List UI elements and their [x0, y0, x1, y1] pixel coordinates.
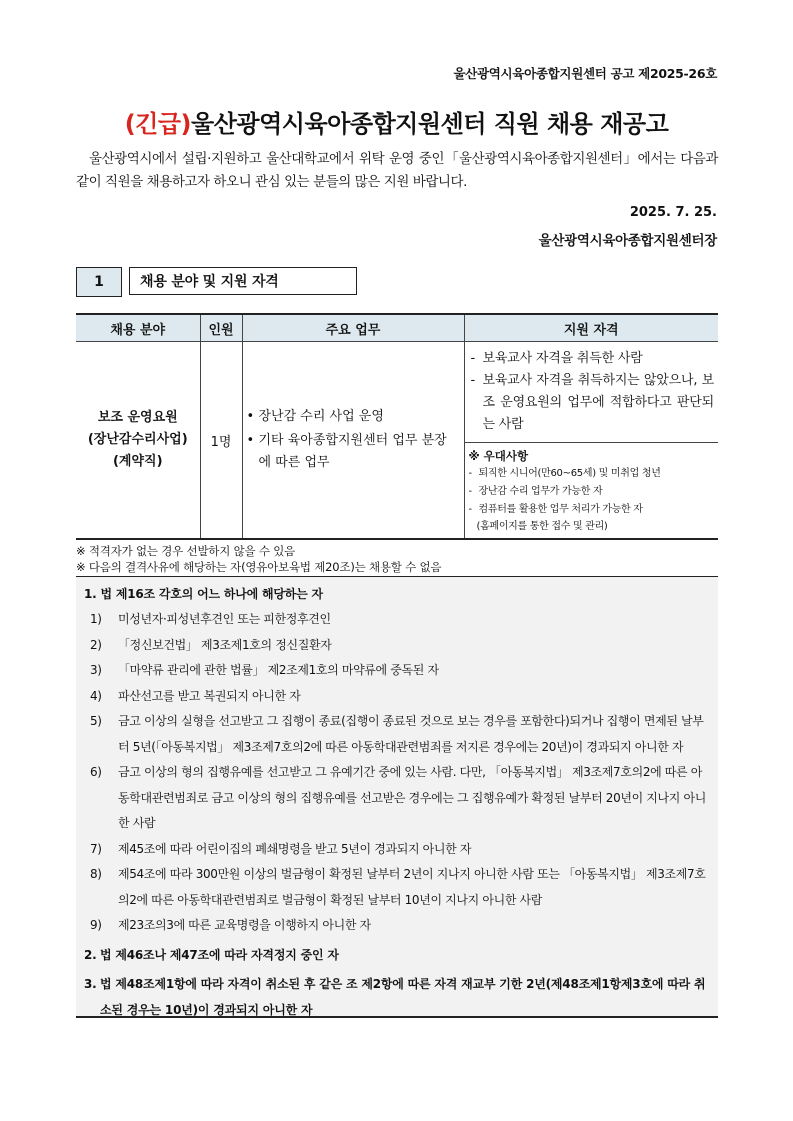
disqualification-heading-1: 1. 법 제16조 각호의 어느 하나에 해당하는 자 [84, 587, 323, 601]
qualifications [464, 342, 718, 540]
header-count: 인원 [200, 314, 242, 342]
list-item: 6) 금고 이상의 형의 집행유예를 선고받고 그 유예기간 중에 있는 사람. 다만, 「아동복지법」 제3조제7호의2에 따른 아동학대관련범죄로 금고 이상의 형의 집행유예를 선고받은 경우에는 그 집행유예가 확정된 날부터 20년이 지나지 아니한 사람 [90, 765, 706, 830]
title-text: 울산광역시육아종합지원센터 직원 채용 재공고 [191, 110, 669, 138]
qualification-item: - 보육교사 자격을 취득한 사람 [469, 348, 715, 370]
list-item: 4) 파산선고를 받고 복권되지 아니한 자 [90, 688, 301, 703]
intro-text: 울산광역시에서 설립·지원하고 울산대학교에서 위탁 운영 중인「울산광역시육아종합지원센터」에서는 다음과 같이 직원을 채용하고자 하오니 관심 있는 분들의 많은 지원 바랍니다. [76, 151, 718, 190]
field-line: 보조 운영요원 [97, 410, 178, 425]
note-line: ※ 적격자가 없는 경우 선발하지 않을 수 있음 [76, 544, 296, 558]
headcount: 1명 [200, 342, 242, 540]
recruitment-field [76, 342, 200, 540]
preference-item: - 컴퓨터를 활용한 업무 처리가 가능한 자 [469, 501, 715, 519]
list-item: 2) 「정신보건법」 제3조제1호의 정신질환자 [90, 637, 332, 652]
disqualification-box [76, 576, 718, 1018]
disqualification-heading-3: 3. 법 제48조제1항에 따라 자격이 취소된 후 같은 조 제2항에 따른 자격 재교부 기한 2년(제48조제1항제3호에 따라 취소된 경우는 10년)이 경과되지 아니한 자 [84, 976, 706, 1017]
list-item: 8) 제54조에 따라 300만원 이상의 벌금형이 확정된 날부터 2년이 지나지 아니한 사람 또는 「아동복지법」 제3조제7호의2에 따른 아동학대관련범죄로 벌금형이 확정된 날부터 10년이 지나지 아니한 사람 [90, 867, 706, 907]
note-line: ※ 다음의 결격사유에 해당하는 자(영유아보육법 제20조)는 채용할 수 없음 [76, 560, 442, 574]
preference-heading: ※ 우대사항 [468, 449, 529, 463]
list-item: 5) 금고 이상의 실형을 선고받고 그 집행이 종료(집행이 종료된 것으로 보는 경우를 포함한다)되거나 집행이 면제된 날부터 5년(「아동복지법」 제3조제7호의2에 따른 아동학대관련범죄를 저지른 경우에는 20년)이 경과되지 아니한 자 [90, 714, 704, 754]
section-number: 1 [76, 267, 122, 297]
section-title: 채용 분야 및 지원 자격 [129, 267, 357, 295]
notes [76, 543, 441, 575]
list-item: 9) 제23조의3에 따른 교육명령을 이행하지 아니한 자 [90, 918, 371, 932]
main-duties [242, 342, 464, 540]
list-item: 7) 제45조에 따라 어린이집의 폐쇄명령을 받고 5년이 경과되지 아니한 자 [90, 841, 472, 856]
signer: 울산광역시육아종합지원센터장 [538, 233, 717, 249]
list-item: 1) 미성년자·피성년후견인 또는 피한정후견인 [90, 612, 331, 626]
header-qualifications: 지원 자격 [464, 314, 718, 342]
recruitment-table [76, 313, 718, 540]
notice-date: 2025. 7. 25. [629, 205, 717, 220]
disqualification-heading-2: 2. 법 제46조나 제47조에 따라 자격정지 중인 자 [84, 947, 339, 962]
intro-paragraph [76, 148, 718, 194]
header-field: 채용 분야 [76, 314, 200, 342]
duty-item: • 기타 육아종합지원센터 업무 분장에 따른 업무 [247, 430, 458, 474]
qualification-item: - 보육교사 자격을 취득하지는 않았으나, 보조 운영요원의 업무에 적합하다고 판단되는 사람 [469, 370, 715, 436]
header-duties: 주요 업무 [242, 314, 464, 342]
urgent-label: (긴급) [124, 110, 192, 138]
preferences [465, 443, 719, 538]
preference-item: - 장난감 수리 업무가 가능한 자 [469, 483, 715, 501]
field-line: (계약직) [112, 454, 163, 469]
list-item: 3) 「마약류 관리에 관한 법률」 제2조제1호의 마약류에 중독된 자 [90, 663, 439, 677]
preference-item-continued: (홈페이지를 통한 접수 및 관리) [476, 521, 608, 532]
duty-item: • 장난감 수리 사업 운영 [247, 406, 458, 428]
field-line: (장난감수리사업) [87, 432, 188, 447]
page-title [0, 104, 793, 139]
notice-number: 울산광역시육아종합지원센터 공고 제2025-26호 [453, 66, 717, 81]
table-header-row [76, 314, 718, 342]
table-row [76, 342, 718, 540]
preference-item: - 퇴직한 시니어(만60~65세) 및 미취업 청년 [469, 465, 715, 483]
